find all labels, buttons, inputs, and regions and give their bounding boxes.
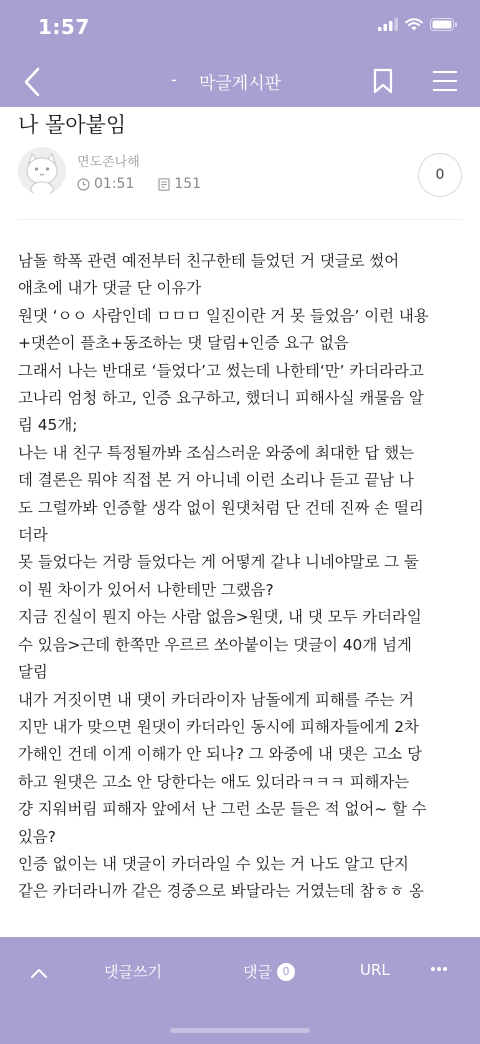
comments-badge: 0 bbox=[277, 963, 295, 981]
battery-icon bbox=[430, 18, 458, 31]
post-title: 나 몰아붙임 bbox=[18, 113, 127, 137]
clock-icon bbox=[77, 178, 90, 191]
header bbox=[0, 0, 480, 107]
avatar[interactable] bbox=[18, 147, 66, 195]
post-body: 남돌 학폭 관련 예전부터 친구한테 들었던 거 댓글로 썼어 애초에 내가 댓글 단 이유가 원댓 ‘ㅇㅇ 사람인데 ㅁㅁㅁ 일진이란 거 못 들었음’ 이런 내용 +댓쓴이 플초+동조하는 댓 달림+인증 요구 없음 그래서 나는 반대로 ‘들었다’고 썼는데 나한테‘만’ 카더라라고 고나리 엄청 하고, 인증 요구하고, 했더니 피해사실 캐물음 알 림 45개; 나는 내 친구 특정될까봐 조심스러운 와중에 최대한 답 했는 데 결론은 뭐야 직접 본 거 아니네 이런 소리나 듣고 끝남 나 도 그럴까봐 인증할 생각 없이 원댓처럼 단 건데 진짜 손 떨리 더라 못 들었다는 거랑 들었다는 게 어떻게 같냐 니네야말로 그 둘 이 뭔 차이가 있어서 나한테만 그랬음? 지금 진실이 뭔지 아는 사람 없음>원댓, 내 댓 모두 카더라일 수 있음>근데 한쪽만 우르르 쏘아붙이는 댓글이 40개 넘게 달림 내가 거짓이면 내 댓이 카더라이자 남돌에게 피해를 주는 거 지만 내가 맞으면 원댓이 카더라인 동시에 피해자들에게 2차 가해인 건데 이게 이해가 안 되나? 그 와중에 내 댓은 고소 당 하고 원댓은 고소 안 당한다는 애도 있더라ㅋㅋㅋ 피해자는 걍 지워버림 피해자 앞에서 난 그런 소문 들은 적 없어~ 할 수 있음? 인증 없이는 내 댓글이 카더라일 수 있는 거 나도 알고 단지 같은 카더라니까 같은 경중으로 봐달라는 거였는데 참ㅎㅎ 옹 bbox=[18, 252, 429, 901]
bookmark-icon[interactable] bbox=[372, 68, 394, 94]
comments-button[interactable] bbox=[243, 961, 295, 982]
signal-icon bbox=[378, 18, 398, 31]
post-views: 151 bbox=[174, 176, 202, 192]
cat-avatar-icon bbox=[18, 147, 66, 195]
post-meta bbox=[77, 176, 201, 192]
more-dots-icon[interactable] bbox=[430, 966, 448, 972]
status-icons bbox=[378, 18, 458, 31]
url-button[interactable]: URL bbox=[360, 961, 390, 979]
wifi-icon bbox=[405, 18, 423, 31]
write-comment-button[interactable]: 댓글쓰기 bbox=[104, 963, 162, 981]
divider bbox=[18, 219, 462, 220]
author-name[interactable]: 면도존나해 bbox=[77, 155, 140, 170]
status-time: 1:57 bbox=[38, 15, 90, 39]
bottom-toolbar bbox=[0, 937, 480, 1044]
post-content bbox=[0, 107, 480, 937]
document-icon bbox=[158, 178, 170, 191]
comment-count-badge[interactable]: 0 bbox=[418, 153, 462, 197]
post-time: 01:51 bbox=[94, 176, 135, 192]
home-indicator bbox=[170, 1028, 310, 1033]
status-bar bbox=[0, 0, 480, 56]
chevron-up-icon[interactable] bbox=[30, 967, 48, 979]
nav-bar bbox=[0, 56, 480, 107]
nav-dash: - bbox=[171, 70, 177, 89]
page-title: 막글게시판 bbox=[198, 74, 282, 94]
hamburger-menu-icon[interactable] bbox=[433, 70, 457, 92]
comments-label: 댓글 bbox=[243, 963, 272, 981]
author-row bbox=[18, 147, 462, 201]
